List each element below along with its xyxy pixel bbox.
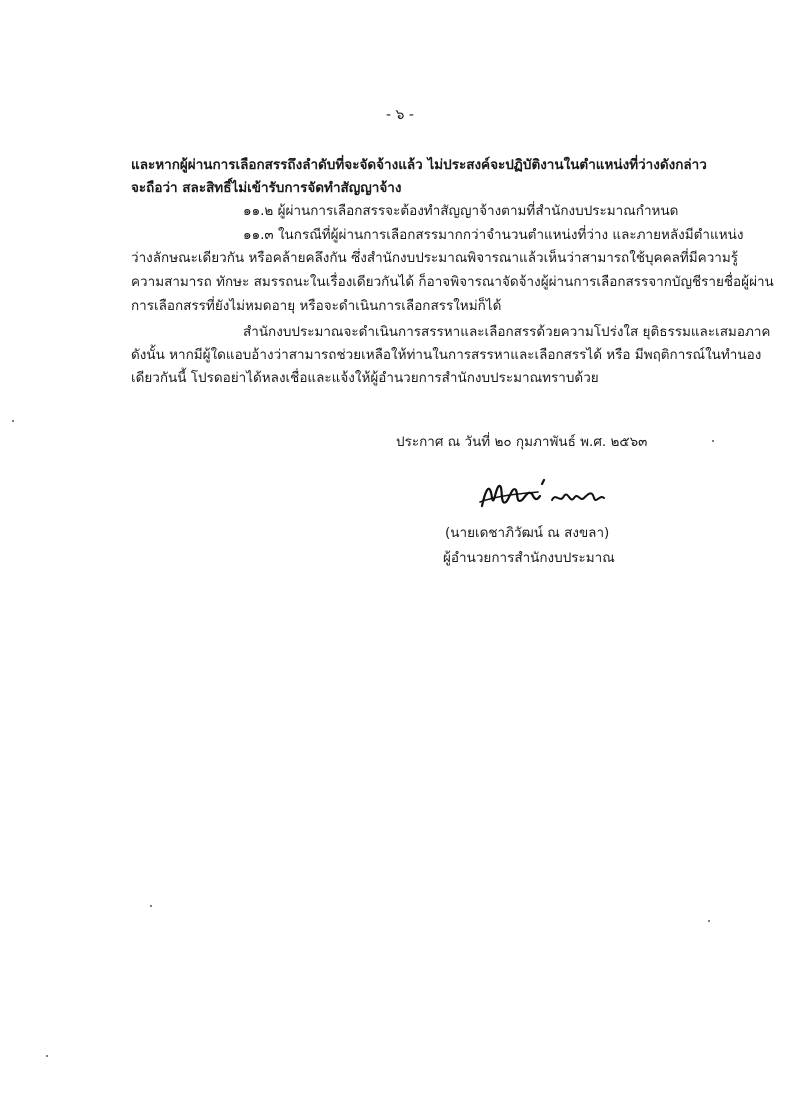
paragraph-line-1: และหากผู้ผ่านการเลือกสรรถึงลำดับที่จะจัดจ้างแล้ว ไม่ประสงค์จะปฏิบัติงานในตำแหน่งที่ว่างดังกล่าว [131,157,707,173]
paragraph-line-9: ดังนั้น หากมีผู้ใดแอบอ้างว่าสามารถช่วยเหลือให้ท่านในการสรรหาและเลือกสรรได้ หรือ มีพฤติการณ์ในทำนอง [131,347,762,363]
scan-speck [708,920,710,922]
scan-speck [12,420,14,422]
paragraph-line-7: การเลือกสรรที่ยังไม่หมดอายุ หรือจะดำเนินการเลือกสรรใหม่ก็ได้ [131,298,502,314]
clause-11-3: ๑๑.๓ ในกรณีที่ผู้ผ่านการเลือกสรรมากกว่าจำนวนตำแหน่งที่ว่าง และภายหลังมีตำแหน่ง [243,227,744,243]
paragraph-line-5: ว่างลักษณะเดียวกัน หรือคล้ายคลึงกัน ซึ่งสำนักงบประมาณพิจารณาแล้วเห็นว่าสามารถใช้บุคคลที่มีความรู้ [131,250,739,266]
scan-speck [712,440,714,442]
paragraph-line-2: จะถือว่า สละสิทธิ์ไม่เข้ารับการจัดทำสัญญาจ้าง [131,180,402,196]
signatory-position: ผู้อำนวยการสำนักงบประมาณ [443,550,615,566]
paragraph-line-6: ความสามารถ ทักษะ สมรรถนะในเรื่องเดียวกันได้ ก็อาจพิจารณาจัดจ้างผู้ผ่านการเลือกสรรจากบัญชีรายชื่อผู้ผ่าน [131,274,774,290]
announcement-date: ประกาศ ณ วันที่ ๒๐ กุมภาพันธ์ พ.ศ. ๒๕๖๓ [396,434,648,450]
scan-speck [46,1055,48,1057]
scan-speck [150,905,152,907]
paragraph-line-10: เดียวกันนี้ โปรดอย่าได้หลงเชื่อและแจ้งให้ผู้อำนวยการสำนักงบประมาณทราบด้วย [131,370,599,386]
paragraph-line-8: สำนักงบประมาณจะดำเนินการสรรหาและเลือกสรรด้วยความโปร่งใส ยุติธรรมและเสมอภาค [243,324,771,340]
handwritten-signature [476,476,616,516]
clause-11-2: ๑๑.๒ ผู้ผ่านการเลือกสรรจะต้องทำสัญญาจ้างตามที่สำนักงบประมาณกำหนด [243,203,679,219]
signatory-name: (นายเดชาภิวัฒน์ ณ สงขลา) [445,525,610,541]
page-number: - ๖ - [386,107,414,123]
